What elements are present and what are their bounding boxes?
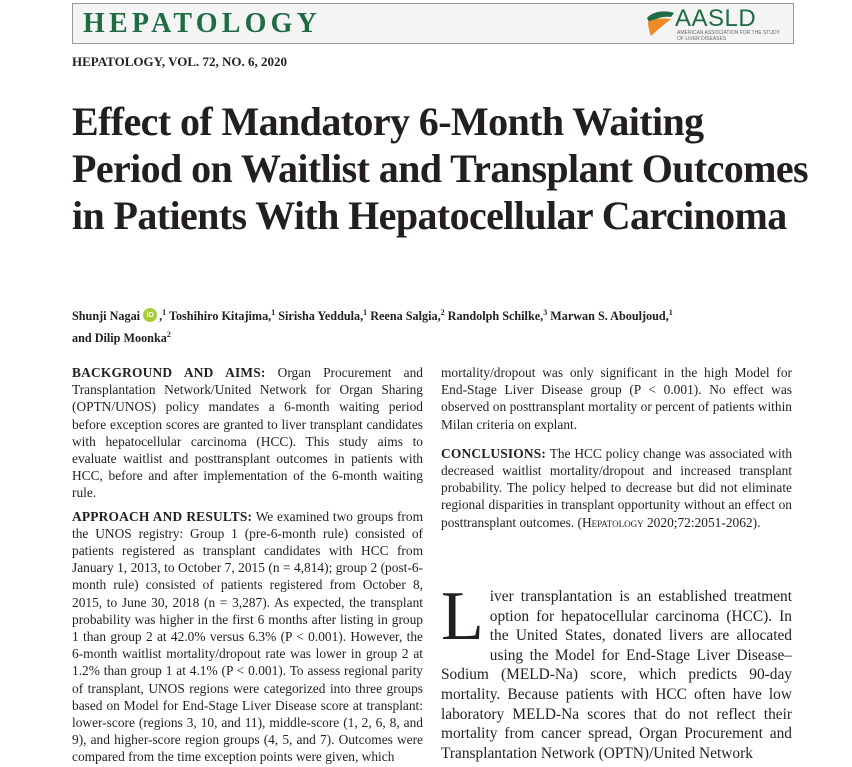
affiliation-marker: 1 bbox=[271, 308, 276, 317]
abstract-left-column bbox=[72, 364, 423, 767]
author-name[interactable]: Dilip Moonka bbox=[94, 331, 167, 345]
abstract-right-column bbox=[441, 364, 792, 537]
author-name[interactable]: Marwan S. Abouljoud bbox=[550, 309, 666, 323]
section-label: APPROACH AND RESULTS: bbox=[72, 508, 253, 524]
abstract-approach-continued: mortality/dropout was only significant in the high Model for End-Stage Liver Disease group (P < 0.001). No effect was observed on posttransplant mortality or percent of patients within Milan criteria on explant. bbox=[441, 365, 792, 432]
section-label: CONCLUSIONS: bbox=[441, 445, 547, 461]
drop-cap: L bbox=[441, 587, 484, 655]
section-text: We examined two groups from the UNOS registry: Group 1 (pre-6-month rule) consisted of patients registered as transplant candidates with HCC from January 1, 2013, to October 7, 2015 (n = 4,814); group 2 (post-6-month rule) consisted of patients registered from October 8, 2015, to June 30, 2018 (n = 3,287). As expected, the transplant probability was higher in the first 6 months after listing in group 1 than group 2 at 42.0% versus 6.3% (P < 0.001). However, the 6-month waitlist mortality/dropout rate was lower in group 2 at 1.2% than group 1 at 4.1% (P < 0.001). To assess regional parity of transplant, UNOS regions were categorized into three groups based on Model for End-Stage Liver Disease score at transplant: lower-score (regions 3, 10, and 11), middle-score (1, 2, 6, 8, and 9), and higher-score region groups (4, 5, and 7). Outcomes were compared from the time exception points were given, which bbox=[72, 508, 423, 765]
citation-details: 2020;72:2051-2062). bbox=[643, 514, 761, 530]
affiliation-marker: 1 bbox=[363, 308, 368, 317]
journal-masthead bbox=[72, 3, 794, 44]
aasld-logo bbox=[645, 6, 785, 42]
liver-logo-icon bbox=[645, 8, 675, 38]
affiliation-marker: 1 bbox=[162, 308, 167, 317]
abstract-background bbox=[72, 364, 423, 502]
affiliation-marker: 3 bbox=[543, 308, 548, 317]
journal-name: HEPATOLOGY bbox=[83, 8, 322, 39]
section-text: Organ Procurement and Transplantation Network/United Network for Organ Sharing (OPTN/UNOS) policy mandates a 6-month waiting period before exception scores are granted to liver transplant candidates with hepatocellular carcinoma (HCC). This study aims to evaluate waitlist and posttransplant outcomes in patients with HCC, before and after implementation of the 6-month waiting rule. bbox=[72, 365, 423, 501]
author-name[interactable]: Reena Salgia bbox=[370, 309, 438, 323]
orcid-icon[interactable]: iD bbox=[143, 308, 157, 322]
logo-text: AASLD bbox=[675, 5, 757, 32]
author-name[interactable]: Sirisha Yeddula bbox=[278, 309, 361, 323]
affiliation-marker: 2 bbox=[440, 308, 445, 317]
introduction-text bbox=[441, 587, 792, 767]
section-text: The HCC policy change was associated with decreased waitlist mortality/dropout and increased transplant probability. The policy helped to decrease but did not eliminate regional disparities in transplant opportunity without an effect on posttransplant outcomes. ( bbox=[441, 445, 793, 530]
author-name[interactable]: Shunji Nagai bbox=[72, 309, 141, 323]
logo-subtitle: AMERICAN ASSOCIATION FOR THE STUDY OF LIVER DISEASES bbox=[677, 30, 780, 42]
abstract-approach bbox=[72, 508, 423, 766]
abstract-conclusions bbox=[441, 445, 792, 531]
author-list: Shunji Nagai iD ,$^1$ Toshihiro Kitajima,$^1$ Sirisha Yeddula,$^1$ Reena Salgia,$^2$ Randolph Schilke,$^3$ Marwan S. Abouljoud,$^1$ and Dilip Moonka$^2$ bbox=[72, 308, 673, 345]
article-title: Effect of Mandatory 6-Month Waiting Period on Waitlist and Transplant Outcomes in Patients With Hepatocellular Carcinoma bbox=[72, 99, 809, 238]
affiliation-marker: 2 bbox=[166, 330, 171, 339]
affiliation-marker: 1 bbox=[668, 308, 673, 317]
citation-journal: Hepatology bbox=[581, 514, 644, 530]
author-name[interactable]: Toshihiro Kitajima bbox=[168, 309, 269, 323]
journal-reference: HEPATOLOGY, VOL. 72, NO. 6, 2020 bbox=[72, 54, 287, 69]
intro-paragraph: iver transplantation is an established treatment option for hepatocellular carcinoma (HCC). In the United States, donated livers are allocated using the Model for End-Stage Liver Disease–Sodium (MELD-Na) score, which predicts 90-day mortality. Because patients with HCC often have low laboratory MELD-Na scores that do not reflect their mortality from cancer spread, Organ Procurement and Transplantation Network (OPTN)/United Network bbox=[441, 588, 792, 762]
author-name[interactable]: Randolph Schilke bbox=[447, 309, 541, 323]
section-label: BACKGROUND AND AIMS: bbox=[72, 365, 266, 380]
